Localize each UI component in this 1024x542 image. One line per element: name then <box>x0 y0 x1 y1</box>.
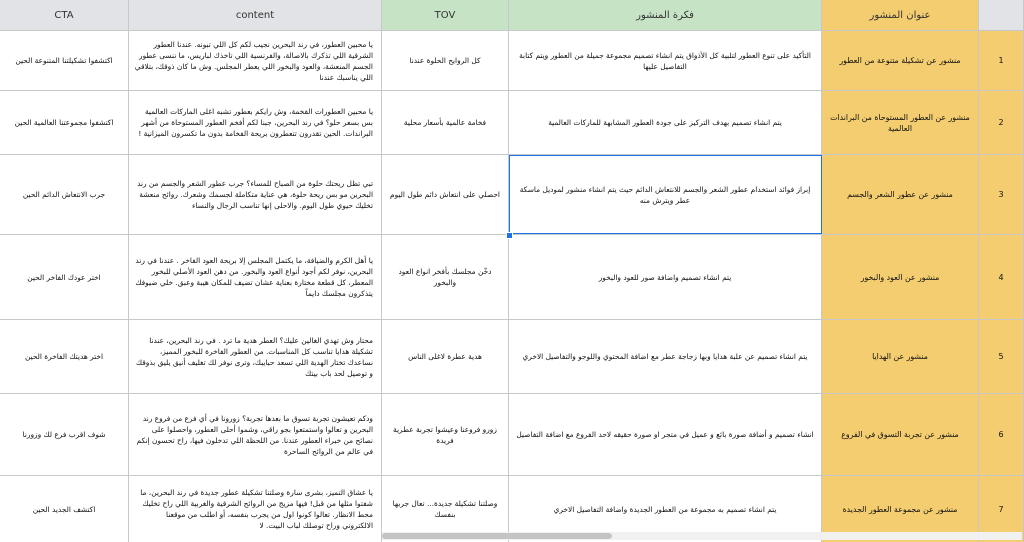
title-cell[interactable]: منشور عن عطور الشعر والجسم <box>822 155 979 234</box>
idea-cell[interactable]: يتم انشاء تصميم عن علبة هدايا وبها زجاجة عطر مع اضافة المحتوي واللوجو والتفاصيل الاخري <box>509 320 822 393</box>
cta-cell[interactable]: اختر عودك الفاخر الحين <box>0 235 129 319</box>
tov-cell[interactable]: فخامة عالمية بأسعار محلية <box>382 91 509 154</box>
title-cell[interactable]: منشور عن مجموعة العطور الجديدة <box>822 476 979 542</box>
column-header-cta[interactable]: CTA <box>0 0 129 31</box>
title-cell[interactable]: منشور عن العطور المستوحاة من البراندات العالمية <box>822 91 979 154</box>
content-cell[interactable]: ودكم تعيشون تجربة تسوق ما بعدها تجربة؟ زورونا في أي فرع من فروع رند البحرين و تعالوا واستمتعوا بجو راقي، وشموا أحلى العطور، واحصلوا على نصائح من خبراء العطور عندنا. من اللحظة اللي تدخلون فيها، راح تحسون إنكم في عالم من الروائح الساحرة <box>129 394 382 475</box>
row-number-cell[interactable]: 1 <box>979 31 1024 90</box>
table-row <box>0 394 1024 476</box>
table-row <box>0 320 1024 394</box>
column-header-number[interactable] <box>979 0 1024 31</box>
row-number-cell[interactable]: 7 <box>979 476 1024 542</box>
column-header-title[interactable]: عنوان المنشور <box>822 0 979 31</box>
table-row <box>0 155 1024 235</box>
idea-cell[interactable]: يتم انشاء تصميم بهدف التركيز على جودة العطور المشابهة للماركات العالمية <box>509 91 822 154</box>
tov-cell[interactable]: دخّن مجلسك بأفخر انواع العود والبخور <box>382 235 509 319</box>
title-cell[interactable]: منشور عن تشكيلة متنوعة من العطور <box>822 31 979 90</box>
idea-cell[interactable]: يتم انشاء تصميم به مجموعة من العطور الجديدة واضافة التفاصيل الاخري <box>509 476 822 542</box>
idea-cell[interactable]: انشاء تصميم و أضافة صورة بائع و عميل في متجر او صورة حقيقه لاحد الفروع مع اضافة التفاصيل <box>509 394 822 475</box>
row-number-cell[interactable]: 4 <box>979 235 1024 319</box>
row-number-cell[interactable]: 5 <box>979 320 1024 393</box>
title-cell[interactable]: منشور عن تجربة التسوق في الفروع <box>822 394 979 475</box>
content-cell[interactable]: تبي تظل ريحتك حلوة من الصباح للمساء؟ جرب عطور الشعر والجسم من رند البحرين مو بس ريحة حلوة، هي عناية متكاملة لجسمك وشعرك. روائح منعشة تخليك حيوي طول اليوم. والاحلى إنها تناسب الرجال والنساء <box>129 155 382 234</box>
content-cell[interactable]: يا محبين العطورات الفخمة، وش رايكم بعطور تشبه اغلى الماركات العالمية بس بسعر حلو؟ في رند البحرين، جبنا لكم أفخم العطور المستوحاة من أشهر البراندات. الحين تقدرون تتعطرون بريحة الفخامة بدون ما تكسرون الميزانية ! <box>129 91 382 154</box>
table-row <box>0 31 1024 91</box>
cta-cell[interactable]: جرب الانتعاش الدائم الحين <box>0 155 129 234</box>
tov-cell[interactable]: وصلتنا تشكيلة جديدة... تعال جربها بنفسك <box>382 476 509 542</box>
row-number-cell[interactable]: 2 <box>979 91 1024 154</box>
idea-cell-selected[interactable]: إبراز فوائد استخدام عطور الشعر والجسم للانتعاش الدائم حيث يتم انشاء منشور لموديل ماسكة عطر ويترش منه <box>509 155 822 234</box>
scrollbar-thumb[interactable] <box>382 533 612 539</box>
title-cell[interactable]: منشور عن العود والبخور <box>822 235 979 319</box>
cta-cell[interactable]: اكتشفوا مجموعتنا العالمية الحين <box>0 91 129 154</box>
content-cell[interactable]: يا عشاق التميز، بشرى سارة وصلتنا تشكيلة عطور جديدة في رند البحرين، ما شفتوا مثلها من قبل! فيها مزيج من الروائح الشرقية والغربية اللي راح تخليك محط الانظار. تعالوا كونوا اول من يجرب بنفسه، أو اطلب من موقعنا الالكتروني وراح توصلك لباب البيت. لا <box>129 476 382 542</box>
selection-fill-handle[interactable] <box>506 232 513 239</box>
tov-cell[interactable]: هدية عطرة لاغلى الناس <box>382 320 509 393</box>
idea-cell[interactable]: يتم انشاء تصميم واضافة صور للعود والبخور <box>509 235 822 319</box>
horizontal-scrollbar[interactable] <box>382 532 1022 540</box>
cta-cell[interactable]: شوف اقرب فرع لك وزورنا <box>0 394 129 475</box>
cta-cell[interactable]: اكتشف الجديد الحين <box>0 476 129 542</box>
idea-cell[interactable]: التأكيد على تنوع العطور لتلبية كل الأذواق يتم انشاء تصميم مجموعة جميلة من العطور ويتم كتابة التفاصيل عليها <box>509 31 822 90</box>
cta-cell[interactable]: اختر هديتك الفاخرة الحين <box>0 320 129 393</box>
row-number-cell[interactable]: 3 <box>979 155 1024 234</box>
content-cell[interactable]: يا محبين العطور، في رند البحرين نجيب لكم كل اللي تبونه. عندنا العطور الشرقية اللي تذكرك بالاصالة، والفرنسية اللي تاخذك لباريس، ما ننسى عطور الجسم المنعشة، والعود والبخور اللي يعطر المجلس. وش ما كان ذوقك، بتلاقي اللي يناسبك عندنا <box>129 31 382 90</box>
content-cell[interactable]: محتار وش تهدي الغالين عليك؟ العطر هدية ما ترد . في رند البحرين، عندنا تشكيلة هدايا تناسب كل المناسبات. من العطور الفاخرة للبخور المميز، نساعدك تختار الهدية اللي تسعد حبايبك، وترى نوفر لك تغليف أنيق يليق بذوقك و توصيل لحد باب بيتك <box>129 320 382 393</box>
table-row <box>0 235 1024 320</box>
row-number-cell[interactable]: 6 <box>979 394 1024 475</box>
tov-cell[interactable]: احصلي على انتعاش دائم طول اليوم <box>382 155 509 234</box>
table-row <box>0 91 1024 155</box>
column-header-idea[interactable]: فكرة المنشور <box>509 0 822 31</box>
content-cell[interactable]: يا أهل الكرم والضيافة، ما يكتمل المجلس إلا بريحة العود الفاخر . عندنا في رند البحرين، نوفر لكم أجود أنواع العود والبخور. من دهن العود الأصلي للبخور المعطر، كل قطعة مختارة بعناية عشان تضيف للمكان هيبة وعبق. خلي ضيوفك يتذكرون مجلسك دايماً <box>129 235 382 319</box>
cta-cell[interactable]: اكتشفوا تشكيلتنا المتنوعة الحين <box>0 31 129 90</box>
column-header-tov[interactable]: TOV <box>382 0 509 31</box>
column-header-content[interactable]: content <box>129 0 382 31</box>
tov-cell[interactable]: زورو فروعنا وعيشوا تجربة عطرية فريدة <box>382 394 509 475</box>
title-cell[interactable]: منشور عن الهدايا <box>822 320 979 393</box>
tov-cell[interactable]: كل الروايح الحلوة عندنا <box>382 31 509 90</box>
